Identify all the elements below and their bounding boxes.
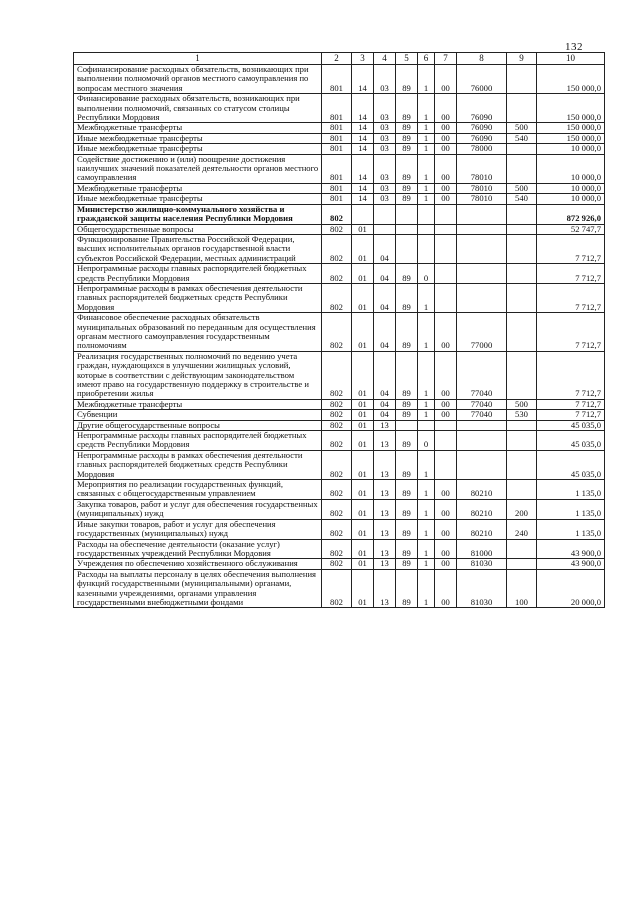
code-section: 01 — [352, 519, 374, 539]
table-row — [74, 410, 605, 420]
code-target: 81030 — [457, 559, 507, 569]
code-section: 01 — [352, 420, 374, 430]
code-target — [457, 420, 507, 430]
code-expense-type: 240 — [507, 519, 537, 539]
code-program: 89 — [396, 569, 418, 608]
code-direction — [435, 234, 457, 263]
code-section: 14 — [352, 65, 374, 94]
code-direction — [435, 224, 457, 234]
code-program: 89 — [396, 264, 418, 284]
code-expense-type — [507, 450, 537, 479]
row-amount: 10 000,0 — [537, 183, 605, 193]
code-subsection: 03 — [374, 144, 396, 154]
code-subsection: 13 — [374, 450, 396, 479]
code-program: 89 — [396, 559, 418, 569]
code-subprogram: 1 — [418, 399, 435, 409]
code-program: 89 — [396, 283, 418, 312]
code-program: 89 — [396, 410, 418, 420]
code-admin: 802 — [322, 264, 352, 284]
code-admin: 802 — [322, 224, 352, 234]
code-program: 89 — [396, 399, 418, 409]
code-admin: 801 — [322, 194, 352, 204]
table-row — [74, 399, 605, 409]
code-admin: 801 — [322, 94, 352, 123]
code-expense-type — [507, 144, 537, 154]
row-name: Субвенции — [74, 410, 322, 420]
code-direction: 00 — [435, 183, 457, 193]
code-subsection: 03 — [374, 133, 396, 143]
code-subprogram: 1 — [418, 94, 435, 123]
column-header: 10 — [537, 53, 605, 65]
code-admin: 802 — [322, 480, 352, 500]
row-amount: 10 000,0 — [537, 154, 605, 183]
code-subsection: 13 — [374, 539, 396, 559]
code-subsection: 04 — [374, 351, 396, 399]
row-name: Финансирование расходных обязательств, возникающих при выполнении полномочий, связанных со статусом столицы Республики Мордовия — [74, 94, 322, 123]
code-subprogram: 1 — [418, 351, 435, 399]
code-admin: 802 — [322, 420, 352, 430]
row-name: Содействие достижению и (или) поощрение достижения наилучших значений показателей деятельности органов местного самоуправления — [74, 154, 322, 183]
code-direction: 00 — [435, 519, 457, 539]
table-row — [74, 351, 605, 399]
row-name: Мероприятия по реализации государственных функций, связанных с общегосударственным управлением — [74, 480, 322, 500]
code-expense-type: 500 — [507, 399, 537, 409]
code-subsection: 13 — [374, 431, 396, 451]
row-amount: 1 135,0 — [537, 499, 605, 519]
code-program: 89 — [396, 431, 418, 451]
code-subprogram — [418, 234, 435, 263]
row-name: Межбюджетные трансферты — [74, 183, 322, 193]
code-expense-type — [507, 224, 537, 234]
column-header: 1 — [74, 53, 322, 65]
table-row — [74, 539, 605, 559]
code-program: 89 — [396, 183, 418, 193]
row-amount: 43 900,0 — [537, 539, 605, 559]
code-section: 01 — [352, 480, 374, 500]
code-subsection: 03 — [374, 183, 396, 193]
code-expense-type: 100 — [507, 569, 537, 608]
code-subsection: 04 — [374, 283, 396, 312]
table-row — [74, 450, 605, 479]
code-admin: 802 — [322, 499, 352, 519]
row-amount: 45 035,0 — [537, 431, 605, 451]
row-amount: 1 135,0 — [537, 480, 605, 500]
row-amount: 1 135,0 — [537, 519, 605, 539]
table-row — [74, 283, 605, 312]
code-subprogram: 1 — [418, 410, 435, 420]
code-admin: 801 — [322, 133, 352, 143]
code-subsection: 04 — [374, 399, 396, 409]
column-header: 5 — [396, 53, 418, 65]
code-section: 01 — [352, 234, 374, 263]
code-expense-type — [507, 420, 537, 430]
code-direction: 00 — [435, 144, 457, 154]
code-target: 81030 — [457, 569, 507, 608]
row-name: Министерство жилищно-коммунального хозяйства и гражданской защиты населения Республики Мордовия — [74, 204, 322, 224]
code-expense-type — [507, 94, 537, 123]
row-amount: 7 712,7 — [537, 351, 605, 399]
row-name: Межбюджетные трансферты — [74, 123, 322, 133]
table-row — [74, 264, 605, 284]
column-header: 2 — [322, 53, 352, 65]
code-target — [457, 264, 507, 284]
code-target: 76000 — [457, 65, 507, 94]
code-expense-type: 500 — [507, 123, 537, 133]
code-direction — [435, 204, 457, 224]
code-admin: 802 — [322, 399, 352, 409]
code-section: 01 — [352, 283, 374, 312]
table-row — [74, 559, 605, 569]
code-section: 14 — [352, 133, 374, 143]
code-subprogram — [418, 420, 435, 430]
code-expense-type: 200 — [507, 499, 537, 519]
code-admin: 801 — [322, 144, 352, 154]
row-name: Другие общегосударственные вопросы — [74, 420, 322, 430]
page-number: 132 — [565, 41, 583, 53]
code-section: 01 — [352, 351, 374, 399]
code-target: 78010 — [457, 194, 507, 204]
row-amount: 52 747,7 — [537, 224, 605, 234]
table-row — [74, 431, 605, 451]
code-expense-type — [507, 351, 537, 399]
code-direction: 00 — [435, 194, 457, 204]
code-subsection: 03 — [374, 154, 396, 183]
code-subsection — [374, 204, 396, 224]
code-program: 89 — [396, 194, 418, 204]
code-target — [457, 234, 507, 263]
code-target: 76090 — [457, 123, 507, 133]
table-row — [74, 194, 605, 204]
code-section — [352, 204, 374, 224]
code-admin: 801 — [322, 65, 352, 94]
row-amount: 10 000,0 — [537, 144, 605, 154]
code-direction: 00 — [435, 65, 457, 94]
code-admin: 801 — [322, 154, 352, 183]
code-expense-type — [507, 234, 537, 263]
row-name: Функционирование Правительства Российской Федерации, высших исполнительных органов государственной власти субъектов Российской Федерации, местных администраций — [74, 234, 322, 263]
code-section: 01 — [352, 431, 374, 451]
code-program: 89 — [396, 65, 418, 94]
row-amount: 150 000,0 — [537, 65, 605, 94]
row-amount: 43 900,0 — [537, 559, 605, 569]
code-program — [396, 224, 418, 234]
row-name: Непрограммные расходы главных распорядителей бюджетных средств Республики Мордовия — [74, 431, 322, 451]
code-subprogram — [418, 224, 435, 234]
code-subprogram: 1 — [418, 559, 435, 569]
column-header: 9 — [507, 53, 537, 65]
row-name: Иные межбюджетные трансферты — [74, 194, 322, 204]
code-expense-type: 530 — [507, 410, 537, 420]
code-direction: 00 — [435, 313, 457, 352]
table-row — [74, 144, 605, 154]
row-amount: 20 000,0 — [537, 569, 605, 608]
code-expense-type: 500 — [507, 183, 537, 193]
table-header-row — [74, 53, 605, 65]
code-expense-type — [507, 154, 537, 183]
code-section: 01 — [352, 224, 374, 234]
code-section: 14 — [352, 183, 374, 193]
table-row — [74, 133, 605, 143]
code-subprogram: 1 — [418, 194, 435, 204]
code-subprogram: 1 — [418, 519, 435, 539]
row-amount: 45 035,0 — [537, 420, 605, 430]
code-subprogram: 0 — [418, 264, 435, 284]
table-row — [74, 204, 605, 224]
code-subprogram: 1 — [418, 144, 435, 154]
code-target: 80210 — [457, 499, 507, 519]
code-admin: 802 — [322, 410, 352, 420]
code-section: 01 — [352, 569, 374, 608]
code-section: 01 — [352, 559, 374, 569]
code-program: 89 — [396, 144, 418, 154]
code-subsection: 13 — [374, 420, 396, 430]
table-row — [74, 420, 605, 430]
code-direction: 00 — [435, 569, 457, 608]
code-target — [457, 224, 507, 234]
code-direction: 00 — [435, 559, 457, 569]
row-amount: 7 712,7 — [537, 283, 605, 312]
row-name: Учреждения по обеспечению хозяйственного обслуживания — [74, 559, 322, 569]
code-target: 81000 — [457, 539, 507, 559]
code-target: 78010 — [457, 154, 507, 183]
table-row — [74, 480, 605, 500]
code-section: 14 — [352, 94, 374, 123]
code-section: 01 — [352, 450, 374, 479]
row-amount: 150 000,0 — [537, 123, 605, 133]
code-subsection: 03 — [374, 65, 396, 94]
code-admin: 802 — [322, 204, 352, 224]
code-admin: 802 — [322, 234, 352, 263]
code-subprogram: 1 — [418, 450, 435, 479]
table-row — [74, 313, 605, 352]
code-section: 14 — [352, 123, 374, 133]
code-section: 01 — [352, 313, 374, 352]
code-expense-type: 540 — [507, 133, 537, 143]
table-row — [74, 65, 605, 94]
code-admin: 802 — [322, 313, 352, 352]
code-program — [396, 234, 418, 263]
code-admin: 802 — [322, 519, 352, 539]
code-admin: 802 — [322, 559, 352, 569]
code-expense-type — [507, 283, 537, 312]
row-name: Непрограммные расходы главных распорядителей бюджетных средств Республики Мордовия — [74, 264, 322, 284]
column-header: 6 — [418, 53, 435, 65]
row-name: Общегосударственные вопросы — [74, 224, 322, 234]
code-direction — [435, 283, 457, 312]
code-program: 89 — [396, 539, 418, 559]
code-target: 80210 — [457, 480, 507, 500]
code-expense-type — [507, 264, 537, 284]
table-row — [74, 224, 605, 234]
code-admin: 802 — [322, 351, 352, 399]
code-subsection — [374, 224, 396, 234]
row-name: Расходы на выплаты персоналу в целях обеспечения выполнения функций государственными (муниципальными) органами, казенными учреждениями, органами управления государственными внебюджетными фондами — [74, 569, 322, 608]
code-program: 89 — [396, 154, 418, 183]
column-header: 4 — [374, 53, 396, 65]
row-amount: 150 000,0 — [537, 133, 605, 143]
code-target: 76090 — [457, 133, 507, 143]
code-subsection: 03 — [374, 123, 396, 133]
code-section: 14 — [352, 144, 374, 154]
code-target: 77040 — [457, 351, 507, 399]
code-admin: 802 — [322, 431, 352, 451]
code-admin: 801 — [322, 123, 352, 133]
row-name: Непрограммные расходы в рамках обеспечения деятельности главных распорядителей бюджетных средств Республики Мордовия — [74, 283, 322, 312]
code-direction — [435, 431, 457, 451]
code-expense-type — [507, 204, 537, 224]
row-amount: 7 712,7 — [537, 410, 605, 420]
code-direction — [435, 450, 457, 479]
row-amount: 45 035,0 — [537, 450, 605, 479]
table-row — [74, 499, 605, 519]
code-program: 89 — [396, 351, 418, 399]
code-subsection: 13 — [374, 499, 396, 519]
code-direction — [435, 264, 457, 284]
code-subsection: 04 — [374, 234, 396, 263]
code-expense-type: 540 — [507, 194, 537, 204]
table-row — [74, 123, 605, 133]
code-target: 76090 — [457, 94, 507, 123]
code-program: 89 — [396, 519, 418, 539]
code-section: 01 — [352, 264, 374, 284]
code-subprogram: 1 — [418, 133, 435, 143]
code-subsection: 13 — [374, 519, 396, 539]
table-row — [74, 94, 605, 123]
code-section: 14 — [352, 154, 374, 183]
code-expense-type — [507, 313, 537, 352]
row-name: Непрограммные расходы в рамках обеспечения деятельности главных распорядителей бюджетных средств Республики Мордовия — [74, 450, 322, 479]
row-name: Иные межбюджетные трансферты — [74, 133, 322, 143]
column-header: 3 — [352, 53, 374, 65]
code-admin: 802 — [322, 539, 352, 559]
code-subprogram: 0 — [418, 431, 435, 451]
budget-table — [73, 52, 605, 608]
code-expense-type — [507, 65, 537, 94]
code-expense-type — [507, 480, 537, 500]
code-admin: 801 — [322, 183, 352, 193]
code-program — [396, 420, 418, 430]
code-target: 80210 — [457, 519, 507, 539]
row-name: Иные закупки товаров, работ и услуг для обеспечения государственных (муниципальных) нужд — [74, 519, 322, 539]
row-amount: 7 712,7 — [537, 399, 605, 409]
code-subsection: 13 — [374, 480, 396, 500]
code-target: 78000 — [457, 144, 507, 154]
code-subprogram: 1 — [418, 539, 435, 559]
code-section: 01 — [352, 410, 374, 420]
code-direction: 00 — [435, 499, 457, 519]
table-row — [74, 569, 605, 608]
row-amount: 7 712,7 — [537, 313, 605, 352]
code-target: 77000 — [457, 313, 507, 352]
code-admin: 802 — [322, 450, 352, 479]
code-subprogram: 1 — [418, 283, 435, 312]
code-subprogram: 1 — [418, 313, 435, 352]
code-expense-type — [507, 559, 537, 569]
code-program: 89 — [396, 499, 418, 519]
row-amount: 7 712,7 — [537, 234, 605, 263]
row-amount: 150 000,0 — [537, 94, 605, 123]
code-direction: 00 — [435, 94, 457, 123]
code-subsection: 04 — [374, 264, 396, 284]
row-name: Расходы на обеспечение деятельности (оказание услуг) государственных учреждений Республики Мордовия — [74, 539, 322, 559]
table-row — [74, 154, 605, 183]
column-header: 7 — [435, 53, 457, 65]
code-subprogram: 1 — [418, 65, 435, 94]
code-subsection: 04 — [374, 313, 396, 352]
code-program: 89 — [396, 94, 418, 123]
code-subprogram: 1 — [418, 154, 435, 183]
table-row — [74, 234, 605, 263]
code-target — [457, 283, 507, 312]
code-subprogram: 1 — [418, 569, 435, 608]
code-direction: 00 — [435, 480, 457, 500]
code-section: 14 — [352, 194, 374, 204]
code-expense-type — [507, 539, 537, 559]
code-program — [396, 204, 418, 224]
code-direction: 00 — [435, 539, 457, 559]
row-name: Софинансирование расходных обязательств, возникающих при выполнении полномочий органов местного самоуправления по вопросам местного значения — [74, 65, 322, 94]
row-name: Финансовое обеспечение расходных обязательств муниципальных образований по переданным для осуществления органам местного самоуправления государственным полномочиям — [74, 313, 322, 352]
table-row — [74, 183, 605, 193]
row-amount: 872 926,0 — [537, 204, 605, 224]
code-target: 77040 — [457, 399, 507, 409]
code-direction: 00 — [435, 133, 457, 143]
code-subsection: 13 — [374, 559, 396, 569]
code-expense-type — [507, 431, 537, 451]
code-direction: 00 — [435, 154, 457, 183]
code-section: 01 — [352, 399, 374, 409]
code-program: 89 — [396, 450, 418, 479]
code-program: 89 — [396, 123, 418, 133]
row-name: Межбюджетные трансферты — [74, 399, 322, 409]
code-subprogram: 1 — [418, 123, 435, 133]
code-admin: 802 — [322, 569, 352, 608]
code-section: 01 — [352, 499, 374, 519]
code-target: 77040 — [457, 410, 507, 420]
code-subsection: 04 — [374, 410, 396, 420]
code-subprogram — [418, 204, 435, 224]
code-direction — [435, 420, 457, 430]
row-amount: 7 712,7 — [537, 264, 605, 284]
code-program: 89 — [396, 480, 418, 500]
code-subprogram: 1 — [418, 480, 435, 500]
code-direction: 00 — [435, 351, 457, 399]
code-direction: 00 — [435, 123, 457, 133]
code-target — [457, 450, 507, 479]
code-program: 89 — [396, 313, 418, 352]
row-name: Реализация государственных полномочий по ведению учета граждан, нуждающихся в улучшении жилищных условий, которые в соответствии с действующим законодательством имеют право на государственную поддержку в строительстве и приобретении жилья — [74, 351, 322, 399]
code-section: 01 — [352, 539, 374, 559]
code-target — [457, 431, 507, 451]
code-target — [457, 204, 507, 224]
code-direction: 00 — [435, 399, 457, 409]
code-subprogram: 1 — [418, 499, 435, 519]
row-name: Иные межбюджетные трансферты — [74, 144, 322, 154]
code-direction: 00 — [435, 410, 457, 420]
code-subsection: 03 — [374, 94, 396, 123]
code-subsection: 03 — [374, 194, 396, 204]
code-subprogram: 1 — [418, 183, 435, 193]
table-row — [74, 519, 605, 539]
code-target: 78010 — [457, 183, 507, 193]
code-admin: 802 — [322, 283, 352, 312]
row-amount: 10 000,0 — [537, 194, 605, 204]
column-header: 8 — [457, 53, 507, 65]
row-name: Закупка товаров, работ и услуг для обеспечения государственных (муниципальных) нужд — [74, 499, 322, 519]
code-program: 89 — [396, 133, 418, 143]
code-subsection: 13 — [374, 569, 396, 608]
